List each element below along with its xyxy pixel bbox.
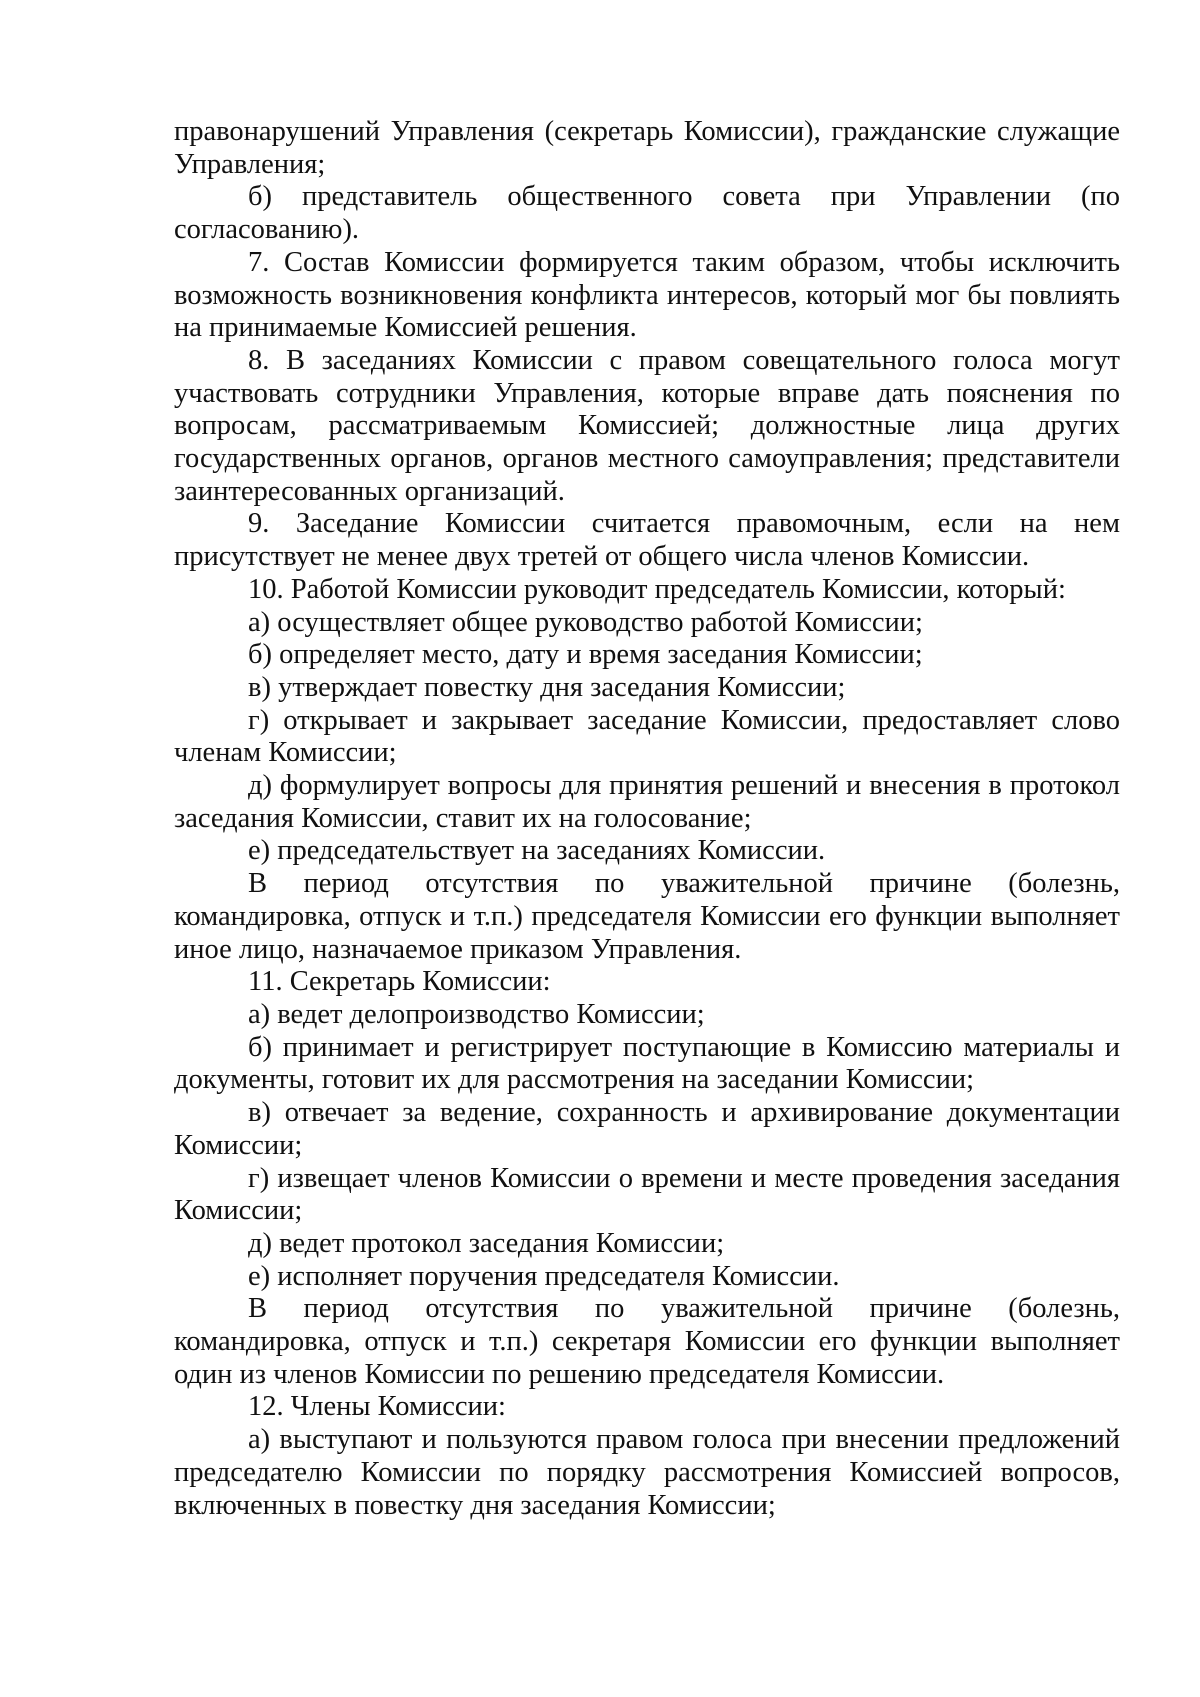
paragraph-continuation: правонарушений Управления (секретарь Комиссии), гражданские служащие Управления; bbox=[174, 116, 1120, 180]
paragraph-11-e: е) исполняет поручения председателя Комиссии. bbox=[248, 1260, 840, 1292]
paragraph-10-e: е) председательствует на заседаниях Комиссии. bbox=[248, 835, 826, 867]
paragraph-10-a: а) осуществляет общее руководство работой Комиссии; bbox=[248, 606, 923, 638]
paragraph-10-g: г) открывает и закрывает заседание Комиссии, предоставляет слово членам Комиссии; bbox=[174, 704, 1120, 769]
paragraph-10-v: в) утверждает повестку дня заседания Комиссии; bbox=[248, 671, 846, 703]
paragraph-11-g: г) извещает членов Комиссии о времени и месте проведения заседания Комиссии; bbox=[174, 1162, 1120, 1227]
paragraph-11-v: в) отвечает за ведение, сохранность и архивирование документации Комиссии; bbox=[174, 1097, 1120, 1161]
paragraph-12-a: а) выступают и пользуются правом голоса при внесении предложений председателю Комиссии по порядку рассмотрения Комиссией вопросов, включенных в повестку дня заседания Комиссии; bbox=[174, 1424, 1120, 1521]
document-page bbox=[174, 116, 1120, 1522]
paragraph-10-absence: В период отсутствия по уважительной причине (болезнь, командировка, отпуск и т.п.) председателя Комиссии его функции выполняет иное лицо, назначаемое приказом Управления. bbox=[174, 868, 1120, 965]
paragraph-11-d: д) ведет протокол заседания Комиссии; bbox=[248, 1227, 725, 1259]
paragraph-11-absence: В период отсутствия по уважительной причине (болезнь, командировка, отпуск и т.п.) секретаря Комиссии его функции выполняет один из членов Комиссии по решению председателя Комиссии. bbox=[174, 1293, 1120, 1390]
paragraph-9: 9. Заседание Комиссии считается правомочным, если на нем присутствует не менее двух третей от общего числа членов Комиссии. bbox=[174, 508, 1120, 573]
paragraph-11: 11. Секретарь Комиссии: bbox=[248, 966, 551, 998]
paragraph-7: 7. Состав Комиссии формируется таким образом, чтобы исключить возможность возникновения конфликта интересов, который мог бы повлиять на принимаемые Комиссией решения. bbox=[174, 246, 1120, 344]
paragraph-11-a: а) ведет делопроизводство Комиссии; bbox=[248, 998, 705, 1030]
paragraph-12: 12. Члены Комиссии: bbox=[248, 1391, 506, 1423]
paragraph-item-b-public-council: б) представитель общественного совета при Управлении (по согласованию). bbox=[174, 181, 1120, 246]
paragraph-8: 8. В заседаниях Комиссии с правом совещательного голоса могут участвовать сотрудники Управления, которые вправе дать пояснения по вопросам, рассматриваемым Комиссией; должностные лица других государственных органов, органов местного самоуправления; представители заинтересованных организаций. bbox=[174, 344, 1120, 507]
paragraph-10-b: б) определяет место, дату и время заседания Комиссии; bbox=[248, 639, 923, 671]
paragraph-11-b: б) принимает и регистрирует поступающие в Комиссию материалы и документы, готовит их для рассмотрения на заседании Комиссии; bbox=[174, 1031, 1120, 1096]
paragraph-10: 10. Работой Комиссии руководит председатель Комиссии, который: bbox=[248, 573, 1066, 605]
paragraph-10-d: д) формулирует вопросы для принятия решений и внесения в протокол заседания Комиссии, ставит их на голосование; bbox=[174, 770, 1120, 834]
